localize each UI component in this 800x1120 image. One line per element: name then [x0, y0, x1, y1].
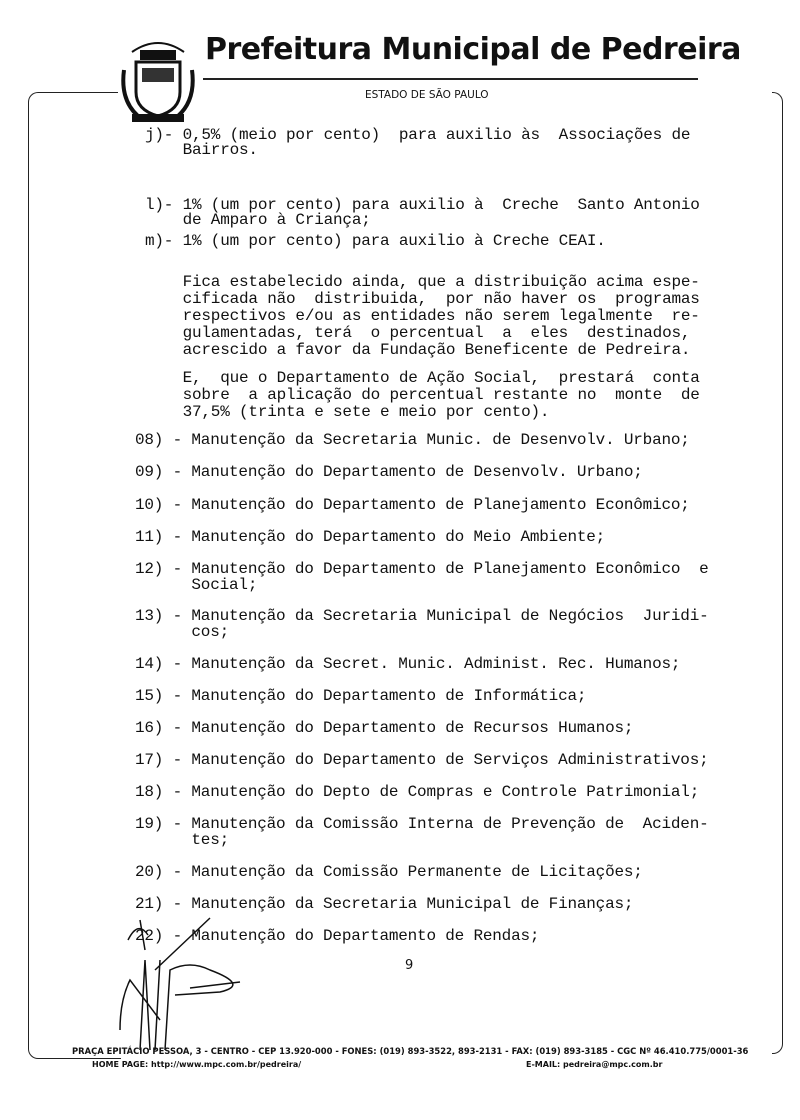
budget-item-line: 17) - Manutenção do Departamento de Serviços Administrativos;	[135, 751, 709, 769]
budget-item	[135, 784, 699, 800]
crest-logo-icon	[118, 30, 198, 130]
budget-item-line: 14) - Manutenção da Secret. Munic. Administ. Rec. Humanos;	[135, 655, 681, 673]
title-underline	[203, 78, 698, 80]
budget-item	[135, 497, 690, 513]
clause-j: j)- 0,5% (meio por cento) para auxilio às Associações de Bairros.	[145, 126, 691, 159]
budget-item	[135, 720, 633, 736]
budget-item	[135, 432, 690, 448]
budget-item-line: tes;	[135, 831, 230, 849]
page-frame-right	[772, 92, 783, 1054]
footer-address: PRAÇA EPITÁCIO PESSOA, 3 - CENTRO - CEP 13.920-000 - FONES: (019) 893-3522, 893-2131 - FAX: (019) 893-3185 - CGC Nº 46.410.775/0001-36	[72, 1046, 749, 1056]
paragraph-distribution: Fica estabelecido ainda, que a distribuição acima espe- cificada não distribuida, por não haver os programas respectivos e/ou as entidades não serem legalmente re- gulamentadas, terá o percentual a eles destinados, acrescido a favor da Fundação Beneficente de Pedreira.	[145, 273, 700, 359]
budget-item-line: Social;	[135, 576, 258, 594]
footer-email: E-MAIL: pedreira@mpc.com.br	[526, 1060, 663, 1069]
budget-item-line: 15) - Manutenção do Departamento de Informática;	[135, 687, 587, 705]
budget-item	[135, 656, 680, 672]
page-subtitle: ESTADO DE SÃO PAULO	[365, 89, 489, 101]
budget-item-line: 22) - Manutenção do Departamento de Rendas;	[135, 927, 540, 945]
budget-item	[135, 529, 605, 545]
paragraph-acao-social: E, que o Departamento de Ação Social, prestará conta sobre a aplicação do percentual restante no monte de 37,5% (trinta e sete e meio por cento).	[145, 369, 700, 421]
signature	[100, 900, 270, 1060]
budget-item-line: 20) - Manutenção da Comissão Permanente de Licitações;	[135, 863, 643, 881]
budget-item-line: 13) - Manutenção da Secretaria Municipal de Negócios Juridi-	[135, 607, 709, 625]
budget-item-line: 10) - Manutenção do Departamento de Planejamento Econômico;	[135, 496, 690, 514]
budget-item	[135, 561, 709, 593]
budget-item	[135, 608, 709, 640]
budget-item	[135, 752, 709, 768]
budget-item	[135, 816, 709, 848]
budget-item	[135, 688, 586, 704]
budget-item-line: cos;	[135, 623, 230, 641]
budget-item-line: 11) - Manutenção do Departamento do Meio Ambiente;	[135, 528, 606, 546]
budget-item-line: 18) - Manutenção do Depto de Compras e Controle Patrimonial;	[135, 783, 700, 801]
budget-item-line: 08) - Manutenção da Secretaria Munic. de Desenvolv. Urbano;	[135, 431, 690, 449]
page-number: 9	[405, 958, 414, 973]
clause-m: m)- 1% (um por cento) para auxilio à Creche CEAI.	[145, 232, 606, 250]
clause-l: l)- 1% (um por cento) para auxilio à Creche Santo Antonio de Amparo à Criança;	[145, 196, 700, 229]
budget-item-line: 21) - Manutenção da Secretaria Municipal de Finanças;	[135, 895, 634, 913]
budget-item	[135, 864, 643, 880]
budget-item-line: 16) - Manutenção do Departamento de Recursos Humanos;	[135, 719, 634, 737]
footer-homepage: HOME PAGE: http://www.mpc.com.br/pedreira/	[92, 1060, 302, 1069]
budget-item	[135, 464, 643, 480]
budget-item-line: 19) - Manutenção da Comissão Interna de Prevenção de Aciden-	[135, 815, 709, 833]
budget-item-line: 12) - Manutenção do Departamento de Planejamento Econômico e	[135, 560, 709, 578]
budget-item-line: 09) - Manutenção do Departamento de Desenvolv. Urbano;	[135, 463, 643, 481]
page-title: Prefeitura Municipal de Pedreira	[205, 32, 741, 67]
